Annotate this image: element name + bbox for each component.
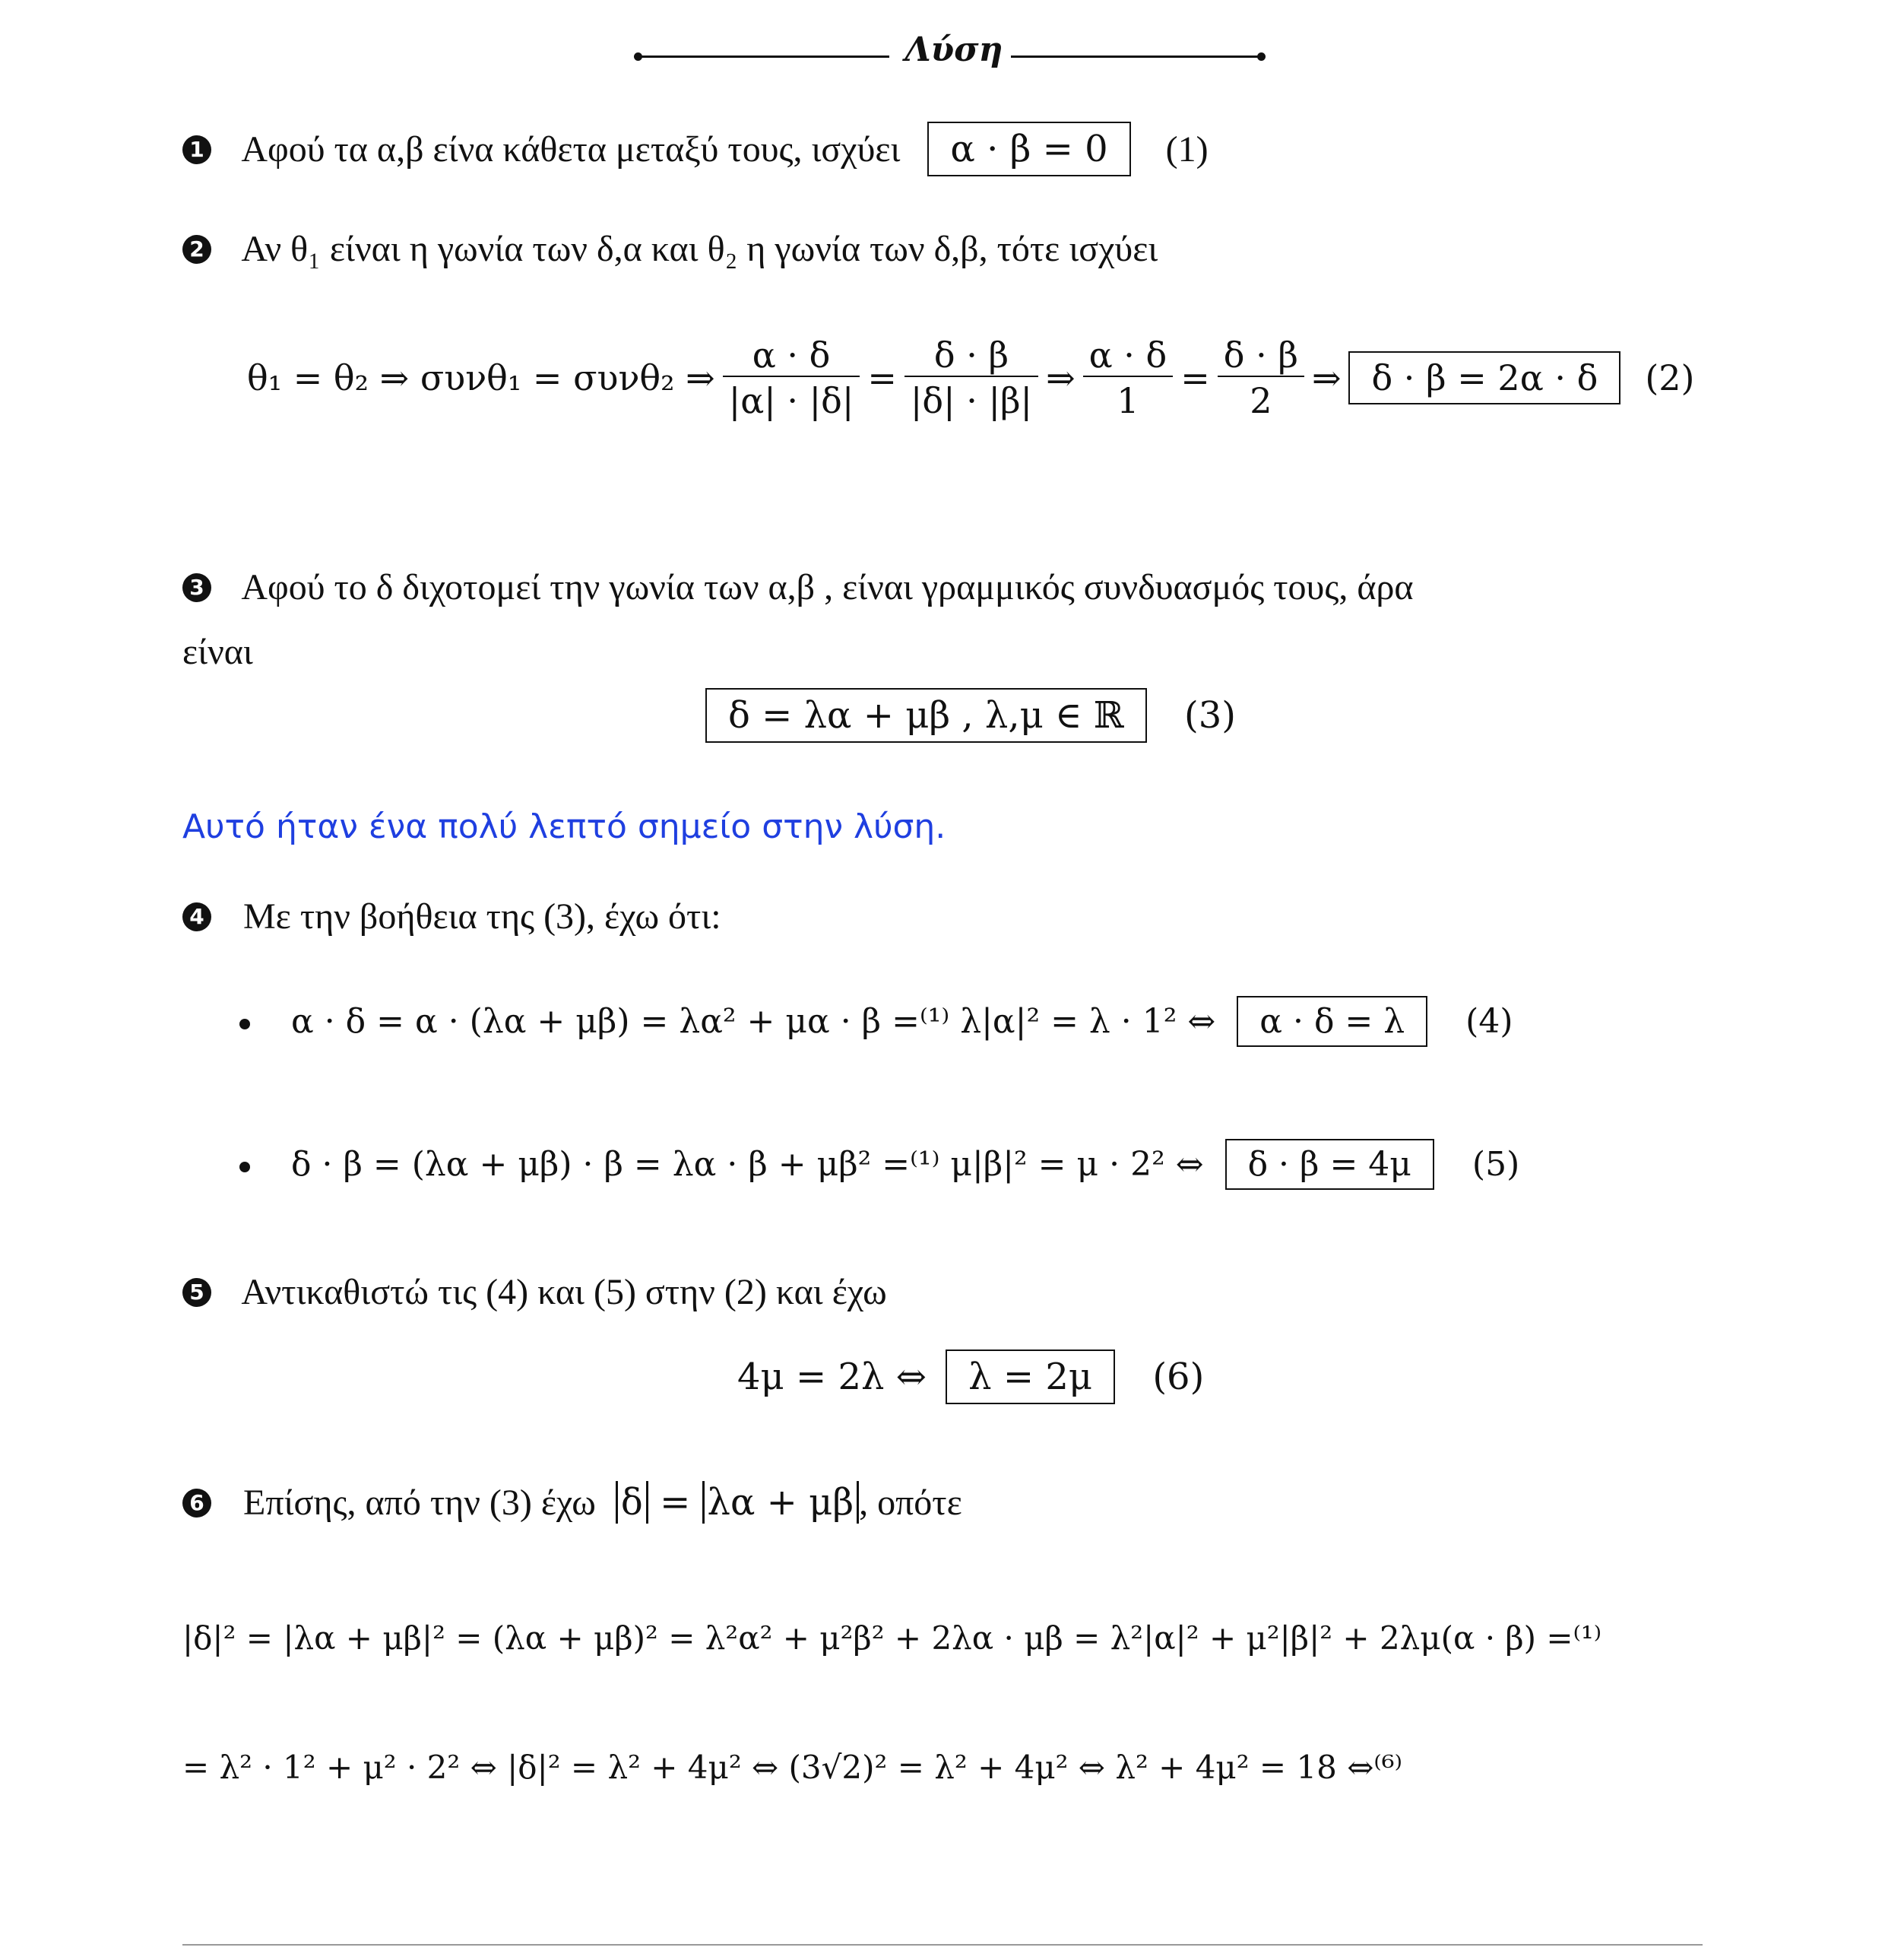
header-rule-left xyxy=(638,56,889,58)
step-marker: 6 xyxy=(182,1489,211,1518)
fraction-numerator: δ · β xyxy=(1218,335,1304,377)
solution-header xyxy=(0,29,1885,82)
equation-tag: (4) xyxy=(1465,1002,1513,1041)
step-6-line-1: |δ|² = |λα + μβ|² = (λα + μβ)² = λ²α² + μ²β² + 2λα · μβ = λ²|α|² + μ²|β|² + 2λμ(α · β) =⁽¹⁾ xyxy=(182,1619,1602,1657)
step-marker: 3 xyxy=(182,573,211,602)
step-2-equation: θ₁ = θ₂ ⇒ συνθ₁ = συνθ₂ ⇒ $\frac{\alpha \cdot \delta}{|\alpha| \cdot |\delta|}$ = $\frac{\delta \cdot \beta}{|\delta| \cdot |\beta|}$ ⇒ $\frac{\alpha \cdot \delta}{1}$ = $\frac{\delta \cdot \beta}{2}$ ⇒ δ · β = 2α · δ (2) xyxy=(247,335,1695,421)
step-1-text: Αφού τα α,β είνα κάθετα μεταξύ τους, ισχύει xyxy=(241,129,901,170)
step-3-boxed-equation: δ = λα + μβ , λ,μ ∈ ℝ xyxy=(705,688,1147,743)
fraction xyxy=(1218,335,1304,421)
step-3 xyxy=(182,566,1414,608)
step-5-boxed: λ = 2μ xyxy=(946,1349,1115,1404)
equation-tag: (3) xyxy=(1184,694,1236,737)
fraction xyxy=(1083,335,1174,421)
equation-tag: (2) xyxy=(1645,357,1695,398)
step-4-item-2-equation: δ · β = (λα + μβ) · β = λα · β + μβ² =⁽¹⁾ μ|β|² = μ · 2² ⇔ xyxy=(291,1145,1204,1184)
step-4-item-1-equation: α · δ = α · (λα + μβ) = λα² + μα · β =⁽¹⁾ λ|α|² = λ · 1² ⇔ xyxy=(291,1002,1216,1041)
step-6 xyxy=(182,1481,962,1524)
header-dot-right xyxy=(1257,52,1266,61)
page-bottom-rule xyxy=(182,1944,1703,1946)
fraction-denominator: |δ| · |β| xyxy=(910,380,1033,421)
step-4-item-2 xyxy=(239,1139,1519,1190)
step-2-text: Αν θ₁ είναι η γωνία των δ,α και θ₂ η γωνία των δ,β, τότε ισχύει xyxy=(241,229,1158,269)
step-1-boxed-equation: α · β = 0 xyxy=(927,122,1130,176)
step-3-text: Αφού το δ διχοτομεί την γωνία των α,β , είναι γραμμικός συνδυασμός τους, άρα xyxy=(241,567,1414,607)
fraction xyxy=(723,335,860,421)
solution-note: Αυτό ήταν ένα πολύ λεπτό σημείο στην λύση. xyxy=(182,807,946,846)
step-3-continuation: είναι xyxy=(182,632,253,672)
step-6-inline-equation: δ = λα + μβ xyxy=(616,1481,859,1524)
step-3-equation xyxy=(705,688,1236,743)
step-5 xyxy=(182,1271,887,1313)
equation-tag: (5) xyxy=(1472,1145,1520,1184)
fraction-denominator: |α| · |δ| xyxy=(728,380,854,421)
fraction xyxy=(904,335,1038,421)
step-1 xyxy=(182,122,1209,176)
step-5-text: Αντικαθιστώ τις (4) και (5) στην (2) και έχω xyxy=(241,1272,887,1312)
step-6-text-b: , οπότε xyxy=(859,1483,962,1523)
step-4-text: Με την βοήθεια της (3), έχω ότι: xyxy=(243,896,721,937)
step-2-boxed-equation: δ · β = 2α · δ xyxy=(1348,351,1620,404)
step-6-line-2: = λ² · 1² + μ² · 2² ⇔ |δ|² = λ² + 4μ² ⇔ (3√2)² = λ² + 4μ² ⇔ λ² + 4μ² = 18 ⇔⁽⁶⁾ xyxy=(182,1749,1402,1786)
step-4 xyxy=(182,896,721,937)
fraction-denominator: 1 xyxy=(1117,380,1139,421)
fraction-numerator: δ · β xyxy=(904,335,1038,377)
fraction-denominator: 2 xyxy=(1250,380,1272,421)
step-4-item-2-boxed: δ · β = 4μ xyxy=(1225,1139,1434,1190)
fraction-numerator: α · δ xyxy=(723,335,860,377)
list-bullet xyxy=(239,1019,250,1029)
step-marker: 1 xyxy=(182,135,211,164)
step-4-item-1-boxed: α · δ = λ xyxy=(1237,996,1427,1047)
step-marker: 4 xyxy=(182,902,211,931)
step-marker: 2 xyxy=(182,235,211,264)
step-2-lhs: θ₁ = θ₂ ⇒ συνθ₁ = συνθ₂ ⇒ xyxy=(247,357,715,398)
step-2 xyxy=(182,228,1158,270)
step-5-equation-lhs: 4μ = 2λ ⇔ xyxy=(737,1356,927,1398)
equation-tag: (1) xyxy=(1165,129,1209,170)
equation-tag: (6) xyxy=(1152,1356,1205,1398)
step-6-text-a: Επίσης, από την (3) έχω xyxy=(243,1483,596,1523)
fraction-numerator: α · δ xyxy=(1083,335,1174,377)
list-bullet xyxy=(239,1162,250,1172)
solution-title: Λύση xyxy=(904,30,1003,69)
step-4-item-1 xyxy=(239,996,1513,1047)
step-5-equation xyxy=(737,1349,1204,1404)
step-marker: 5 xyxy=(182,1278,211,1307)
header-rule-right xyxy=(1011,56,1262,58)
